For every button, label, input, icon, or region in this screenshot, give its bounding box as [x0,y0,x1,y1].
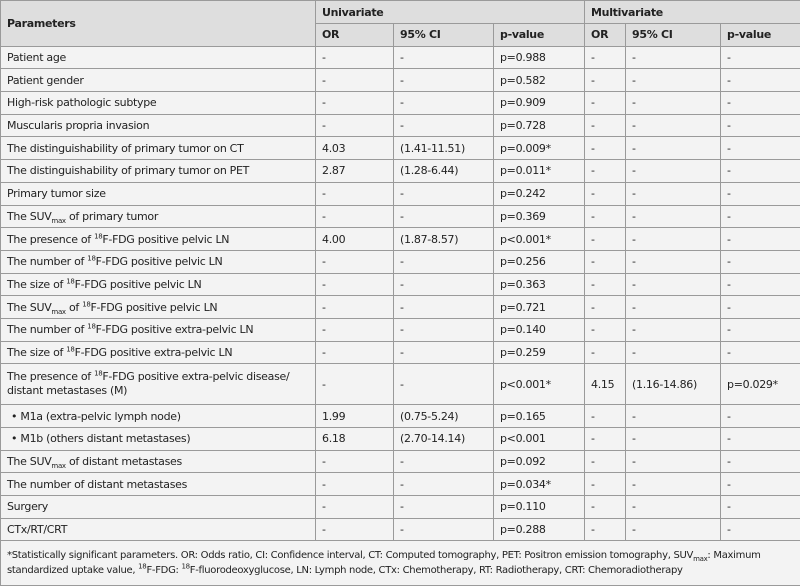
table-row [1,114,800,137]
univariate-pvalue: p=0.092 [494,450,585,473]
univariate-pvalue: p<0.001 [494,428,585,451]
header-pvalue: p-value [721,24,800,47]
parameter-label [1,137,316,160]
univariate-or: - [316,273,394,296]
parameter-label [1,114,316,137]
label-text: Patient gender [7,74,84,87]
multivariate-ci: - [626,405,721,428]
label-text: F-FDG positive pelvic LN [75,278,202,291]
multivariate-pvalue: - [721,46,800,69]
univariate-pvalue: p=0.369 [494,205,585,228]
label-text: Patient age [7,51,66,64]
multivariate-pvalue: - [721,250,800,273]
table-row [1,92,800,115]
univariate-pvalue: p=0.363 [494,273,585,296]
multivariate-or: - [585,69,626,92]
label-text: The SUV [7,455,51,468]
header-or: OR [316,24,394,47]
table-row [1,273,800,296]
univariate-or: - [316,69,394,92]
univariate-pvalue: p=0.009* [494,137,585,160]
table-row [1,296,800,319]
header-ci: 95% CI [394,24,494,47]
multivariate-ci: - [626,518,721,541]
multivariate-or: - [585,273,626,296]
label-text: F-FDG positive extra-pelvic LN [75,346,233,359]
multivariate-ci: - [626,450,721,473]
label-text: The SUV [7,210,51,223]
parameter-label [1,428,316,451]
multivariate-pvalue: - [721,450,800,473]
multivariate-pvalue: - [721,182,800,205]
univariate-pvalue: p=0.259 [494,341,585,364]
header-parameters: Parameters [1,1,316,47]
multivariate-or: - [585,250,626,273]
label-sup: 18 [94,232,102,240]
univariate-or: - [316,318,394,341]
multivariate-or: - [585,518,626,541]
label-text: F-FDG: [146,565,181,576]
univariate-ci: - [394,114,494,137]
univariate-ci: - [394,296,494,319]
multivariate-ci: - [626,341,721,364]
multivariate-ci: - [626,46,721,69]
multivariate-or: - [585,228,626,251]
header-pvalue: p-value [494,24,585,47]
multivariate-or: - [585,114,626,137]
parameter-label [1,496,316,519]
header-multivariate: Multivariate [585,1,800,24]
label-text: Surgery [7,500,48,513]
multivariate-or: - [585,450,626,473]
label-sup: 18 [87,255,95,263]
multivariate-or: - [585,496,626,519]
label-text: The presence of [7,370,94,383]
univariate-pvalue: p=0.728 [494,114,585,137]
multivariate-or: - [585,473,626,496]
table-row [1,182,800,205]
univariate-ci: - [394,69,494,92]
label-text: The distinguishability of primary tumor on CT [7,142,243,155]
multivariate-or: - [585,405,626,428]
univariate-ci: - [394,182,494,205]
table-row [1,318,800,341]
parameter-label [1,518,316,541]
univariate-ci: - [394,273,494,296]
label-text: The size of [7,346,66,359]
multivariate-ci: - [626,318,721,341]
univariate-or: 4.00 [316,228,394,251]
univariate-ci: - [394,318,494,341]
table-row [1,46,800,69]
label-sub: max [693,555,707,563]
label-text: of [66,301,82,314]
label-text: of distant metastases [66,455,182,468]
multivariate-pvalue: - [721,69,800,92]
multivariate-ci: - [626,296,721,319]
multivariate-pvalue: - [721,405,800,428]
univariate-or: 2.87 [316,160,394,183]
table-row [1,518,800,541]
label-text: • M1b (others distant metastases) [11,432,190,445]
multivariate-or: - [585,341,626,364]
parameter-label [1,318,316,341]
multivariate-pvalue: - [721,273,800,296]
label-text: The number of [7,255,87,268]
label-text: High-risk pathologic subtype [7,96,156,109]
label-sub: max [51,217,65,225]
multivariate-or: - [585,182,626,205]
label-text: F-FDG positive extra-pelvic LN [96,323,254,336]
multivariate-pvalue: - [721,137,800,160]
table-row [1,341,800,364]
univariate-or: - [316,364,394,405]
parameter-label [1,341,316,364]
multivariate-pvalue: - [721,296,800,319]
univariate-ci: - [394,46,494,69]
multivariate-ci: - [626,428,721,451]
univariate-pvalue: p=0.034* [494,473,585,496]
table-row [1,496,800,519]
univariate-pvalue: p=0.140 [494,318,585,341]
parameter-label [1,182,316,205]
parameter-label [1,228,316,251]
univariate-ci: - [394,518,494,541]
label-text: CTx/RT/CRT [7,523,67,536]
multivariate-ci: - [626,69,721,92]
univariate-pvalue: p<0.001* [494,364,585,405]
univariate-pvalue: p=0.011* [494,160,585,183]
univariate-ci: (0.75-5.24) [394,405,494,428]
multivariate-pvalue: - [721,228,800,251]
parameter-label [1,160,316,183]
label-text: Primary tumor size [7,187,106,200]
footnote [1,541,800,586]
multivariate-ci: - [626,496,721,519]
multivariate-ci: - [626,205,721,228]
table-row [1,473,800,496]
univariate-ci: (1.28-6.44) [394,160,494,183]
univariate-pvalue: p=0.256 [494,250,585,273]
multivariate-pvalue: - [721,473,800,496]
univariate-ci: (1.41-11.51) [394,137,494,160]
label-text: F-FDG positive extra-pelvic disease/ distant metastases (M) [7,370,289,397]
parameter-label [1,205,316,228]
multivariate-or: - [585,92,626,115]
univariate-or: - [316,473,394,496]
univariate-or: - [316,205,394,228]
label-text: The presence of [7,233,94,246]
univariate-or: - [316,296,394,319]
multivariate-ci: - [626,250,721,273]
univariate-ci: - [394,92,494,115]
header-univariate: Univariate [316,1,585,24]
parameter-label [1,405,316,428]
table-row [1,450,800,473]
univariate-pvalue: p=0.288 [494,518,585,541]
multivariate-ci: - [626,160,721,183]
table-row [1,160,800,183]
label-sup: 18 [66,345,74,353]
multivariate-or: - [585,160,626,183]
multivariate-ci: (1.16-14.86) [626,364,721,405]
label-sup: 18 [94,370,102,378]
univariate-or: - [316,518,394,541]
multivariate-pvalue: - [721,318,800,341]
univariate-ci: (1.87-8.57) [394,228,494,251]
parameter-label [1,250,316,273]
parameter-label [1,364,316,405]
label-text: of primary tumor [66,210,158,223]
multivariate-pvalue: - [721,496,800,519]
label-text: The SUV [7,301,51,314]
label-text: *Statistically significant parameters. OR: Odds ratio, CI: Confidence interval, CT: Computed tomography, PET: Positron emission tomography, SUV [7,550,693,561]
univariate-ci: - [394,473,494,496]
univariate-pvalue: p<0.001* [494,228,585,251]
univariate-or: - [316,114,394,137]
label-sub: max [51,462,65,470]
multivariate-or: - [585,205,626,228]
univariate-ci: (2.70-14.14) [394,428,494,451]
table-row [1,69,800,92]
univariate-or: - [316,92,394,115]
univariate-or: 6.18 [316,428,394,451]
univariate-or: - [316,341,394,364]
label-sup: 18 [66,277,74,285]
univariate-ci: - [394,250,494,273]
multivariate-pvalue: - [721,92,800,115]
multivariate-or: - [585,137,626,160]
label-text: : Maximum standardized uptake value, [7,550,761,576]
table-row [1,364,800,405]
label-text: Muscularis propria invasion [7,119,149,132]
label-sup: 18 [87,323,95,331]
table-row [1,205,800,228]
label-text: F-fluorodeoxyglucose, LN: Lymph node, CTx: Chemotherapy, RT: Radiotherapy, CRT: Chemoradiotherapy [190,565,683,576]
multivariate-pvalue: - [721,518,800,541]
univariate-pvalue: p=0.242 [494,182,585,205]
multivariate-ci: - [626,92,721,115]
multivariate-or: - [585,318,626,341]
parameter-label [1,450,316,473]
univariate-pvalue: p=0.582 [494,69,585,92]
multivariate-pvalue: - [721,428,800,451]
multivariate-or: - [585,296,626,319]
parameter-label [1,92,316,115]
parameter-label [1,296,316,319]
univariate-ci: - [394,341,494,364]
multivariate-ci: - [626,182,721,205]
label-text: The size of [7,278,66,291]
multivariate-pvalue: - [721,114,800,137]
label-text: The number of [7,323,87,336]
label-sup: 18 [82,300,90,308]
multivariate-or: - [585,46,626,69]
univariate-or: - [316,182,394,205]
univariate-or: - [316,450,394,473]
univariate-pvalue: p=0.165 [494,405,585,428]
univariate-or: 4.03 [316,137,394,160]
parameter-label [1,46,316,69]
multivariate-ci: - [626,114,721,137]
multivariate-pvalue: - [721,341,800,364]
univariate-pvalue: p=0.988 [494,46,585,69]
table-row [1,405,800,428]
table-row [1,250,800,273]
label-text: The number of distant metastases [7,478,187,491]
univariate-ci: - [394,496,494,519]
label-text: • M1a (extra-pelvic lymph node) [11,410,181,423]
univariate-pvalue: p=0.110 [494,496,585,519]
parameter-label [1,473,316,496]
univariate-pvalue: p=0.909 [494,92,585,115]
multivariate-pvalue: p=0.029* [721,364,800,405]
header-or: OR [585,24,626,47]
label-text: F-FDG positive pelvic LN [96,255,223,268]
univariate-ci: - [394,364,494,405]
multivariate-ci: - [626,473,721,496]
multivariate-ci: - [626,273,721,296]
multivariate-pvalue: - [721,205,800,228]
multivariate-ci: - [626,137,721,160]
multivariate-pvalue: - [721,160,800,183]
univariate-or: - [316,496,394,519]
multivariate-ci: - [626,228,721,251]
multivariate-or: - [585,428,626,451]
table-row [1,428,800,451]
univariate-ci: - [394,450,494,473]
label-text: The distinguishability of primary tumor on PET [7,164,249,177]
label-text: F-FDG positive pelvic LN [102,233,229,246]
table-row [1,228,800,251]
label-text: F-FDG positive pelvic LN [91,301,218,314]
univariate-pvalue: p=0.721 [494,296,585,319]
label-sub: max [51,308,65,316]
label-sup: 18 [181,563,189,571]
univariate-or: 1.99 [316,405,394,428]
table-row [1,137,800,160]
univariate-or: - [316,46,394,69]
univariate-or: - [316,250,394,273]
univariate-ci: - [394,205,494,228]
multivariate-or: 4.15 [585,364,626,405]
label-sup: 18 [138,563,146,571]
parameter-label [1,69,316,92]
parameter-label [1,273,316,296]
header-ci: 95% CI [626,24,721,47]
